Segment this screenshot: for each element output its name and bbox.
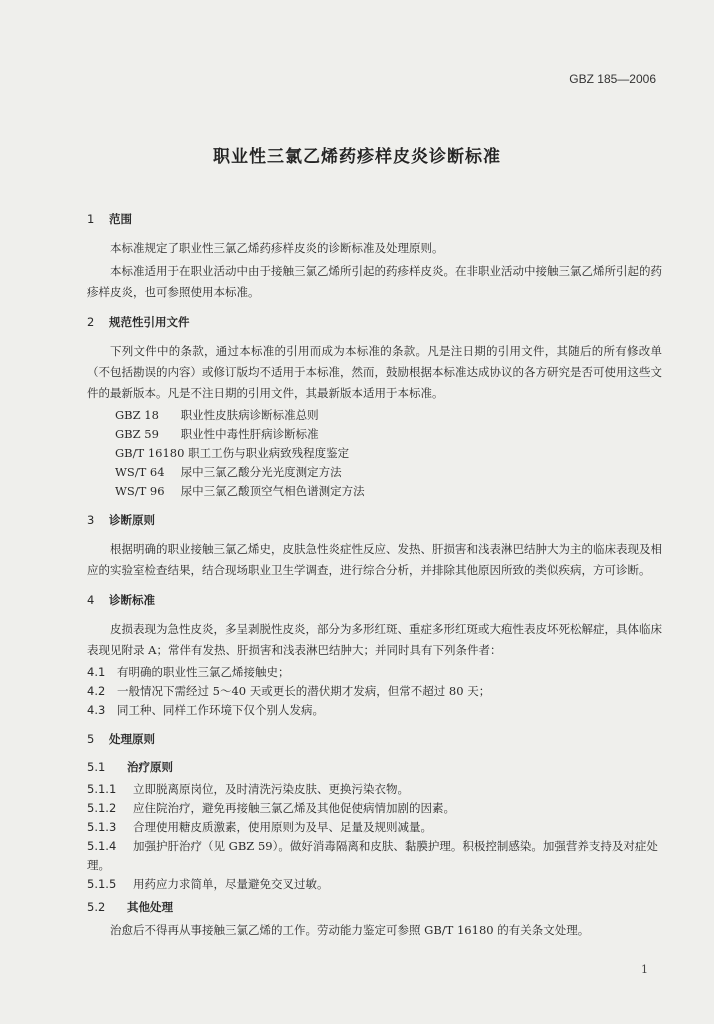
treatment-item: 5.1.2 应住院治疗，避免再接触三氯乙烯及其他促使病情加剧的因素。 bbox=[87, 801, 455, 815]
page-title: 职业性三氯乙烯药疹样皮炎诊断标准 bbox=[213, 147, 501, 167]
paragraph: 本标准规定了职业性三氯乙烯药疹样皮炎的诊断标准及处理原则。 bbox=[110, 241, 444, 255]
paragraph: 下列文件中的条款，通过本标准的引用而成为本标准的条款。凡是注日期的引用文件，其随后的所有修改单（不包括勘误的内容）或修订版均不适用于本标准，然而，鼓励根据本标准达成协议的各方研究是否可使用这些文件的最新版本。凡是不注日期的引用文件，其最新版本适用于本标准。 bbox=[87, 344, 662, 400]
treatment-item: 5.1.1 立即脱离原岗位，及时清洗污染皮肤、更换污染衣物。 bbox=[87, 782, 409, 796]
criteria-item: 4.3 同工种、同样工作环境下仅个别人发病。 bbox=[87, 703, 324, 717]
section-heading-treatment: 5 处理原则 bbox=[87, 732, 155, 746]
reference-item: GBZ 59 职业性中毒性肝病诊断标准 bbox=[115, 427, 319, 441]
subsection-heading-treatment-principle: 5.1 治疗原则 bbox=[87, 760, 173, 774]
paragraph: 皮损表现为急性皮炎，多呈剥脱性皮炎，部分为多形红斑、重症多形红斑或大疱性表皮坏死松解症，具体临床表现见附录 A；常伴有发热、肝损害和浅表淋巴结肿大；并同时具有下列条件者： bbox=[87, 622, 662, 657]
page-number: 1 bbox=[641, 963, 648, 976]
treatment-item: 5.1.3 合理使用糖皮质激素，使用原则为及早、足量及规则减量。 bbox=[87, 820, 432, 834]
section-heading-references: 2 规范性引用文件 bbox=[87, 315, 190, 329]
section-heading-scope: 1 范围 bbox=[87, 212, 132, 226]
treatment-item: 5.1.4 加强护肝治疗（见 GBZ 59）。做好消毒隔离和皮肤、黏膜护理。积极控制感染。加强营养支持及对症处理。 bbox=[87, 839, 658, 872]
treatment-item: 5.1.5 用药应力求简单，尽量避免交叉过敏。 bbox=[87, 877, 329, 891]
subsection-heading-other: 5.2 其他处理 bbox=[87, 900, 173, 914]
paragraph: 治愈后不得再从事接触三氯乙烯的工作。劳动能力鉴定可参照 GB/T 16180 的有关条文处理。 bbox=[110, 923, 590, 937]
standard-code: GBZ 185—2006 bbox=[569, 72, 656, 86]
paragraph: 根据明确的职业接触三氯乙烯史，皮肤急性炎症性反应、发热、肝损害和浅表淋巴结肿大为主的临床表现及相应的实验室检查结果，结合现场职业卫生学调查，进行综合分析，并排除其他原因所致的类似疾病，方可诊断。 bbox=[87, 542, 662, 577]
reference-item: GB/T 16180 职工工伤与职业病致残程度鉴定 bbox=[115, 446, 350, 460]
document-body bbox=[87, 200, 662, 943]
criteria-item: 4.1 有明确的职业性三氯乙烯接触史； bbox=[87, 665, 290, 679]
reference-item: WS/T 64 尿中三氯乙酸分光光度测定方法 bbox=[115, 465, 342, 479]
section-heading-diagnosis-principle: 3 诊断原则 bbox=[87, 513, 155, 527]
paragraph: 本标准适用于在职业活动中由于接触三氯乙烯所引起的药疹样皮炎。在非职业活动中接触三氯乙烯所引起的药疹样皮炎，也可参照使用本标准。 bbox=[87, 264, 662, 299]
reference-item: WS/T 96 尿中三氯乙酸顶空气相色谱测定方法 bbox=[115, 484, 365, 498]
reference-item: GBZ 18 职业性皮肤病诊断标准总则 bbox=[115, 408, 319, 422]
criteria-item: 4.2 一般情况下需经过 5～40 天或更长的潜伏期才发病，但常不超过 80 天； bbox=[87, 684, 491, 698]
section-heading-diagnosis-criteria: 4 诊断标准 bbox=[87, 593, 155, 607]
